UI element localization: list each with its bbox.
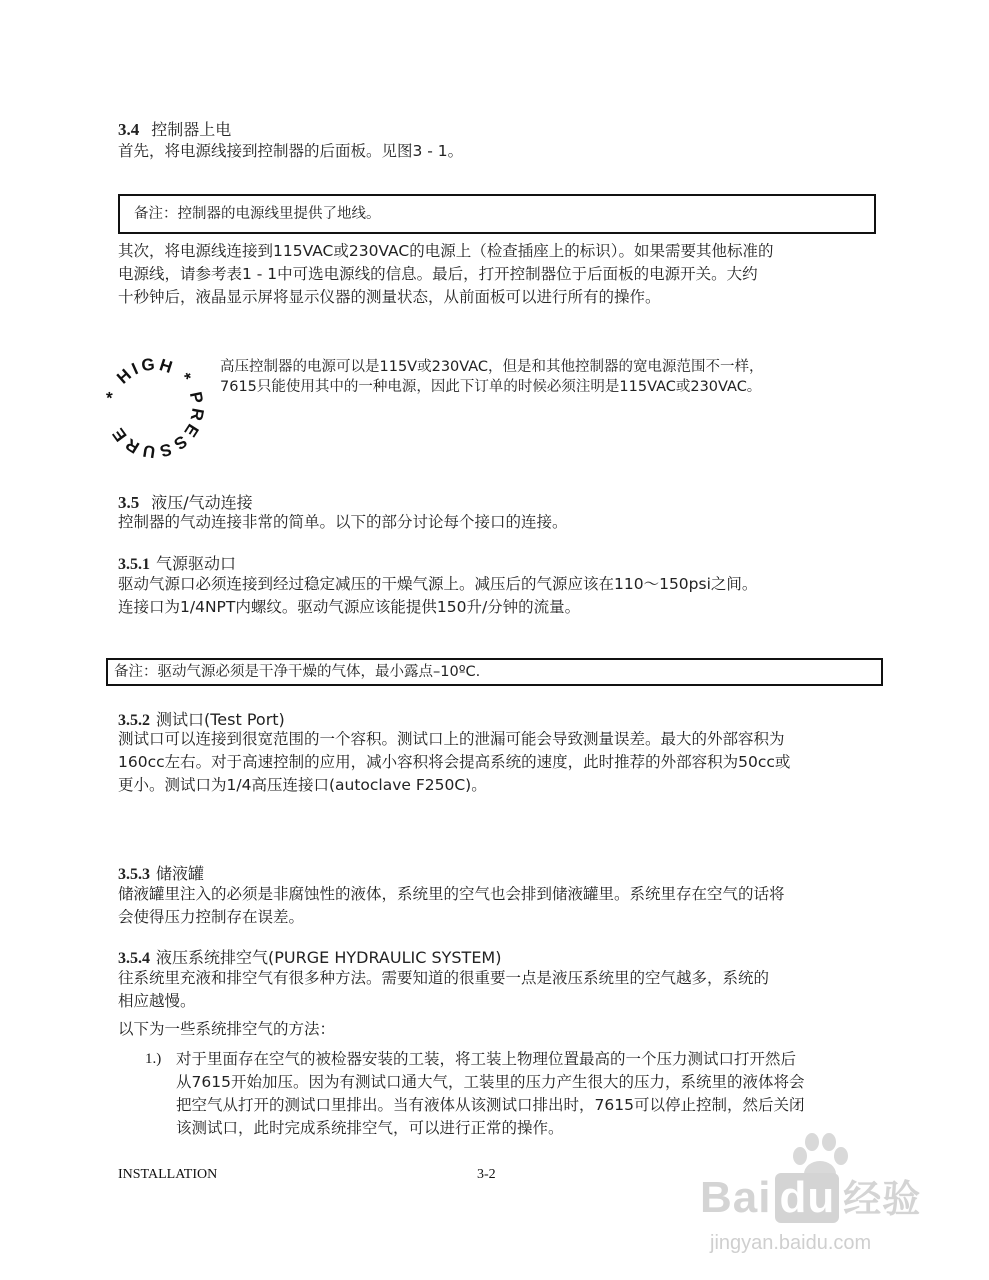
section-number: 3.5.3 xyxy=(118,866,150,883)
section-title: 气源驱动口 xyxy=(156,554,237,573)
note-box-air-supply xyxy=(106,658,883,686)
section-3-5-1-heading xyxy=(118,551,236,574)
section-number: 3.5.1 xyxy=(118,556,150,573)
section-title: 液压系统排空气(PURGE HYDRAULIC SYSTEM) xyxy=(156,948,502,967)
section-title: 控制器上电 xyxy=(151,120,232,139)
high-pressure-note xyxy=(220,357,764,397)
baidu-jingyan-watermark xyxy=(700,1132,985,1277)
note-box-ground xyxy=(118,194,876,234)
text-line: 首先，将电源线接到控制器的后面板。见图3 - 1。 xyxy=(118,142,464,160)
text-line: 160cc左右。对于高速控制的应用，减小容积将会提高系统的速度，此时推荐的外部容积为50cc或 xyxy=(118,753,791,771)
section-3-5-3-heading xyxy=(118,861,204,884)
watermark-brand xyxy=(700,1168,921,1223)
section-3-5-paragraph xyxy=(118,511,568,534)
text-line: 驱动气源口必须连接到经过稳定减压的干燥气源上。减压后的气源应该在110～150psi之间。 xyxy=(118,575,758,593)
text-line: 连接口为1/4NPT内螺纹。驱动气源应该能提供150升/分钟的流量。 xyxy=(118,598,581,616)
section-title: 测试口(Test Port) xyxy=(156,710,285,729)
page-number: 3-2 xyxy=(477,1167,496,1182)
text-line: 更小。测试口为1/4高压连接口(autoclave F250C)。 xyxy=(118,776,487,794)
footer-section-label: INSTALLATION xyxy=(118,1167,218,1182)
text-line: 电源线，请参考表1 - 1中可选电源线的信息。最后，打开控制器位于后面板的电源开关。大约 xyxy=(118,265,758,283)
text-line: 控制器的气动连接非常的简单。以下的部分讨论每个接口的连接。 xyxy=(118,513,568,531)
section-3-4-heading xyxy=(118,117,231,140)
section-3-5-2-heading xyxy=(118,707,285,730)
purge-methods-intro xyxy=(118,1018,335,1041)
note-text: 备注：控制器的电源线里提供了地线。 xyxy=(134,206,381,222)
text-line: 往系统里充液和排空气有很多种方法。需要知道的很重要一点是液压系统里的空气越多，系统的 xyxy=(118,969,770,987)
text-line: 该测试口，此时完成系统排空气，可以进行正常的操作。 xyxy=(176,1119,564,1137)
text-line: 相应越慢。 xyxy=(118,992,196,1010)
text-line: 高压控制器的电源可以是115V或230VAC，但是和其他控制器的宽电源范围不一样， xyxy=(220,359,764,375)
text-line: 储液罐里注入的必须是非腐蚀性的液体，系统里的空气也会排到储液罐里。系统里存在空气的话将 xyxy=(118,885,785,903)
power-connection-paragraph xyxy=(118,240,773,309)
watermark-cn: 经验 xyxy=(843,1177,922,1221)
section-number: 3.4 xyxy=(118,120,140,139)
text-line: 把空气从打开的测试口里排出。当有液体从该测试口排出时，7615可以停止控制，然后关闭 xyxy=(176,1096,805,1114)
section-3-4-paragraph xyxy=(118,140,463,163)
text-line: 以下为一些系统排空气的方法： xyxy=(118,1020,336,1038)
text-line: 从7615开始加压。因为有测试口通大气，工装里的压力产生很大的压力，系统里的液体将会 xyxy=(176,1073,805,1091)
section-3-5-2-paragraph xyxy=(118,728,790,797)
section-number: 3.5.2 xyxy=(118,712,150,729)
section-title: 液压/气动连接 xyxy=(151,493,253,512)
watermark-brand-bai: Bai xyxy=(700,1173,772,1222)
text-line: 会使得压力控制存在误差。 xyxy=(118,908,305,926)
note-text: 备注：驱动气源必须是干净干燥的气体，最小露点–10ºC. xyxy=(114,664,481,680)
text-line: 7615只能使用其中的一种电源，因此下订单的时候必须注明是115VAC或230VAC。 xyxy=(220,379,762,395)
section-3-5-1-paragraph xyxy=(118,573,757,619)
section-number: 3.5.4 xyxy=(118,950,150,967)
badge-text: * HIGH * PRESSURE xyxy=(102,354,208,462)
high-pressure-badge-icon xyxy=(98,352,210,464)
text-line: 对于里面存在空气的被检器安装的工装，将工装上物理位置最高的一个压力测试口打开然后 xyxy=(176,1050,797,1068)
svg-text:* HIGH * PRESSURE xyxy=(102,354,207,461)
text-line: 其次，将电源线连接到115VAC或230VAC的电源上（检查插座上的标识）。如果需要其他标准的 xyxy=(118,242,774,260)
section-3-5-4-heading xyxy=(118,945,501,968)
section-title: 储液罐 xyxy=(156,864,205,883)
section-3-5-4-paragraph xyxy=(118,967,769,1013)
section-3-5-3-paragraph xyxy=(118,883,785,929)
list-item-marker: 1.) xyxy=(145,1051,162,1067)
section-number: 3.5 xyxy=(118,493,140,512)
text-line: 十秒钟后，液晶显示屏将显示仪器的测量状态，从前面板可以进行所有的操作。 xyxy=(118,288,661,306)
text-line: 测试口可以连接到很宽范围的一个容积。测试口上的泄漏可能会导致测量误差。最大的外部容积为 xyxy=(118,730,785,748)
watermark-brand-du: du xyxy=(775,1173,839,1223)
watermark-url: jingyan.baidu.com xyxy=(710,1232,872,1254)
list-item xyxy=(176,1048,804,1140)
section-3-5-heading xyxy=(118,490,253,513)
